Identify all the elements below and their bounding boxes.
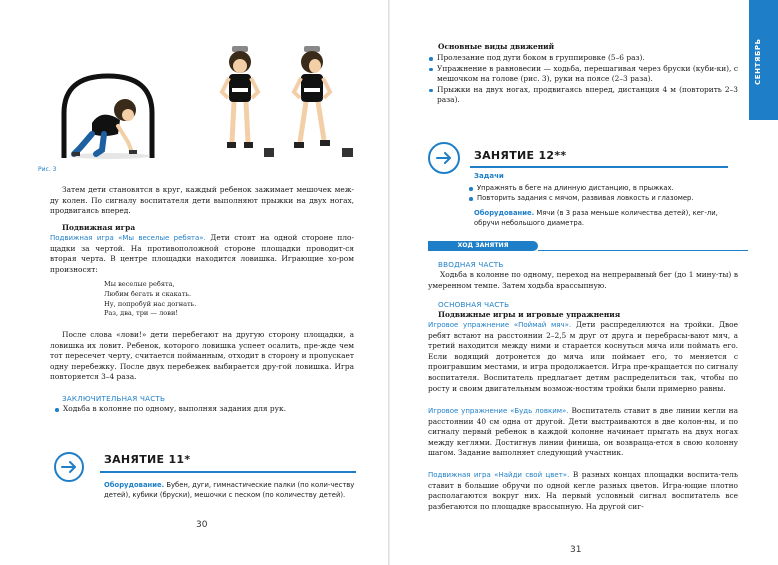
exercise-1-text: Дети распределяются на тройки. Двое ребят встают на расстоянии 2–2,5 м друг от друга и перебрасы-вают мяч, а третий находится между ними и старается коснуться мяча или поймать его. Если водящий дотронется до мяча или поймает его, то меняется с проигравшим местами, и игра продолжается. Игра пре-кращается по сигналу воспитателя. Воспитатель предлагает детям распределиться так, чтобы по росту и своим двигательным возмож-ностям тройки были примерно равны. [428, 320, 738, 393]
list-item: Пролезание под дуги боком в группировке (5–6 раз). [428, 53, 738, 64]
left-page [0, 0, 388, 565]
hod-zanyatiya-rule [538, 250, 748, 251]
final-part-list [54, 404, 354, 415]
poem-line: Любим бегать и скакать. [104, 289, 192, 298]
figure-caption: Рис. 3 [38, 166, 57, 173]
poem-line: Ну, попробуй нас догнать. [104, 299, 197, 308]
crawling-child-illustration [52, 68, 172, 160]
exercise-1-paragraph [428, 320, 738, 394]
intro-paragraph: Затем дети становятся в круг, каждый ребенок зажимает мешочек меж-ду колен. По сигналу воспитателя дети выполняют прыжки на двух ногах, продвигаясь вперед. [50, 185, 354, 216]
exercise-2-paragraph [428, 406, 738, 459]
equipment-text: Бубен, дуги, гимнастические палки (по коли-честву детей), кубики (бруски), мешочки с песком (по количеству детей). [104, 481, 355, 500]
right-page [390, 0, 778, 565]
list-item: Прыжки на двух ногах, продвигаясь вперед, дистанция 4 м (повторить 2–3 раза). [428, 85, 738, 106]
month-label: СЕНТЯБРЬ [754, 38, 762, 85]
exercise-3-name: Подвижная игра «Найди свой цвет». [428, 471, 570, 479]
exercise-3-text: В разных концах площадки воспита-тель ставит в большие обручи по одной кегле разных цветов. Игра-ющие плотно располагаются вокруг них. На первый условный сигнал воспитатель все разбегаются по площадке врассыпную. На другой сиг- [428, 470, 739, 511]
lesson-11-rule [100, 471, 356, 473]
lesson-12-rule [470, 166, 728, 168]
game-name: Подвижная игра «Мы веселые ребята». [50, 234, 206, 242]
poem [104, 280, 196, 319]
lesson-11-equipment [104, 480, 356, 501]
hod-zanyatiya-label: ХОД ЗАНЯТИЯ [428, 241, 538, 251]
exercise-2-text: Воспитатель ставит в две линии кегли на расстоянии 40 см одна от другой. Дети выстраиваются в две колон-ны, и по сигналу первый ребенок в каждой колонне начинает прыгать на двух ногах между кеглями. Достигнув линии финиша, он возвраща-ется в свою колонну шагом. Задание выполняет следующий участник. [428, 406, 738, 458]
lesson-11-title: ЗАНЯТИЕ 11* [104, 453, 191, 466]
arrow-right-icon [61, 461, 77, 473]
lesson-12-equipment [474, 208, 736, 229]
movements-heading: Основные виды движений [438, 42, 555, 51]
after-poem-paragraph: После слова «лови!» дети перебегают на другую сторону площадки, а ловишка их ловит. Ребенок, которого ловишка успеет осалить, пре-жде чем тот пересечет черту, считается пойманным, отходит в сторону и пропускает одну перебежку. После двух перебежек выбирается дру-гой ловишка. Игра повторяется 3–4 раза. [50, 330, 354, 382]
lesson-11-arrow-circle [54, 452, 84, 482]
equipment-label: Оборудование. [104, 481, 165, 489]
list-item: Упражнять в беге на длинную дистанцию, в прыжках. [468, 183, 738, 193]
movements-list [428, 53, 738, 106]
exercise-3-paragraph [428, 470, 738, 512]
page-number-left: 30 [196, 520, 208, 530]
podv-heading: Подвижная игра [62, 223, 136, 232]
page-number-right: 31 [570, 545, 582, 555]
main-part-heading: ОСНОВНАЯ ЧАСТЬ [438, 300, 510, 309]
list-item: Повторить задания с мячом, развивая ловкость и глазомер. [468, 193, 738, 203]
balancing-child-front-illustration [214, 42, 274, 160]
list-item: Ходьба в колонне по одному, выполняя задания для рук. [54, 404, 354, 415]
game-text: Дети стоят на одной стороне пло-щадки за чертой. На противоположной стороне площадки проводит-ся вторая черта. В центре площадки находится ловишка. Играющие хо-ром произносят: [50, 233, 354, 274]
balancing-child-side-illustration [284, 42, 360, 160]
game-paragraph [50, 233, 354, 275]
poem-line: Раз, два, три — лови! [104, 309, 179, 318]
lesson-12-arrow-circle [428, 142, 460, 174]
equipment-text: Мячи (в 3 раза меньше количества детей), кег-ли, обручи небольшого диаметра. [474, 209, 718, 228]
lesson-12-title: ЗАНЯТИЕ 12** [474, 149, 567, 162]
intro-part-text: Ходьба в колонне по одному, переход на непрерывный бег (до 1 мину-ты) в умеренном темпе. Затем ходьба врассыпную. [428, 270, 738, 290]
final-part-heading: ЗАКЛЮЧИТЕЛЬНАЯ ЧАСТЬ [62, 394, 166, 403]
main-part-subheading: Подвижные игры и игровые упражнения [438, 310, 621, 319]
poem-line: Мы веселые ребята, [104, 280, 175, 288]
intro-part-heading: ВВОДНАЯ ЧАСТЬ [438, 260, 504, 269]
tasks-list [468, 183, 738, 204]
tasks-label: Задачи [474, 172, 504, 180]
exercise-2-name: Игровое упражнение «Будь ловким». [428, 407, 569, 415]
exercise-1-name: Игровое упражнение «Поймай мяч». [428, 321, 572, 329]
month-side-tab [749, 0, 778, 120]
list-item: Упражнение в равновесии — ходьба, перешагивая через бруски (куби-ки), с мешочком на голове (рис. 3), руки на поясе (2–3 раза). [428, 64, 738, 85]
equipment-label: Оборудование. [474, 209, 535, 217]
hod-zanyatiya-bar [428, 241, 748, 251]
arrow-right-icon [436, 152, 452, 164]
